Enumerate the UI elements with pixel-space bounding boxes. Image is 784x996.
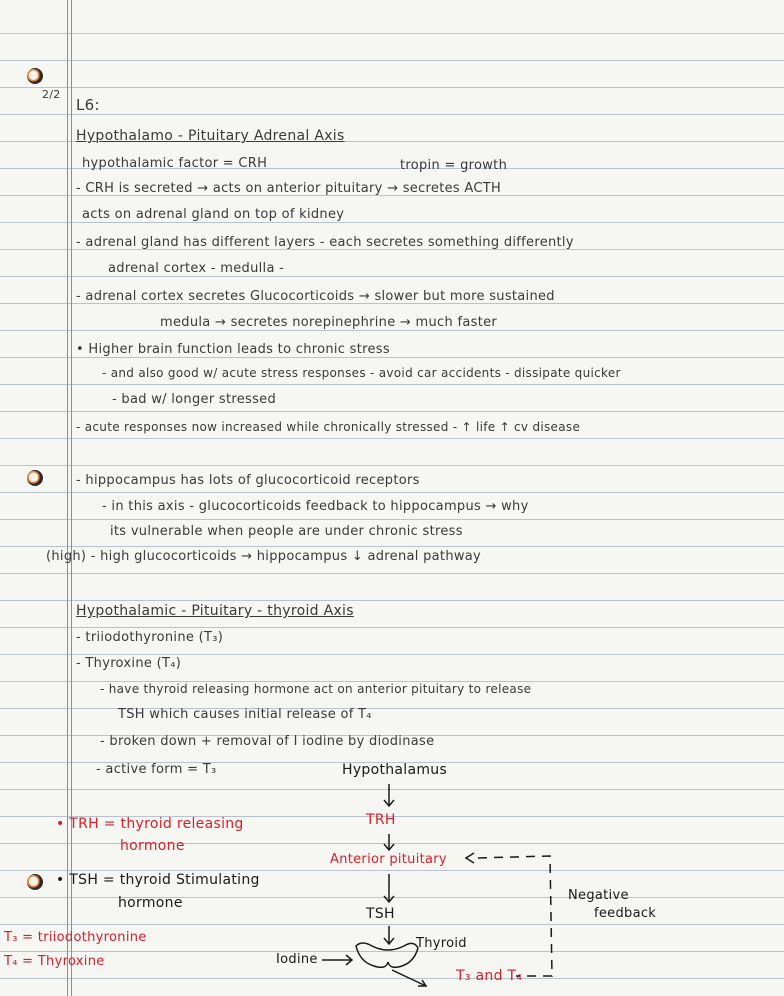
trh-definition-cont: hormone: [120, 838, 185, 854]
note-line: - have thyroid releasing hormone act on anterior pituitary to release: [100, 682, 532, 696]
arrow-thyroid-output: [392, 970, 426, 986]
note-line: - triiodothyronine (T₃): [76, 630, 224, 645]
note-line: - adrenal cortex secretes Glucocorticoids → slower but more sustained: [76, 289, 555, 304]
thyroid-gland: [356, 943, 418, 967]
negative-feedback-label-cont: feedback: [594, 906, 657, 921]
note-line: - and also good w/ acute stress responses - avoid car accidents - dissipate quicker: [102, 366, 621, 380]
note-line: (high) - high glucocorticoids → hippocampus ↓ adrenal pathway: [46, 549, 482, 564]
note-line: - CRH is secreted → acts on anterior pituitary → secretes ACTH: [76, 181, 502, 196]
note-line: - acute responses now increased while chronically stressed - ↑ life ↑ cv disease: [76, 420, 581, 434]
note-line: medula → secretes norepinephrine → much faster: [160, 315, 498, 330]
note-line: - hippocampus has lots of glucocorticoid receptors: [76, 473, 420, 488]
lecture-label: L6:: [76, 96, 100, 114]
note-line: hypothalamic factor = CRH: [82, 156, 268, 171]
note-line: - Thyroxine (T₄): [76, 656, 182, 671]
date-label: 2/2: [42, 88, 61, 101]
flow-tsh: TSH: [366, 906, 395, 922]
tsh-definition: • TSH = thyroid Stimulating: [56, 872, 260, 888]
flow-thyroid: Thyroid: [416, 936, 467, 951]
trh-definition: • TRH = thyroid releasing: [56, 816, 244, 832]
flow-anterior-pituitary: Anterior pituitary: [330, 852, 447, 867]
note-line: acts on adrenal gland on top of kidney: [82, 207, 345, 222]
flow-hypothalamus: Hypothalamus: [342, 762, 448, 778]
t4-definition: T₄ = Thyroxine: [4, 954, 105, 969]
note-line: adrenal cortex - medulla -: [108, 261, 285, 276]
tsh-definition-cont: hormone: [118, 895, 183, 911]
section1-heading: Hypothalamo - Pituitary Adrenal Axis: [76, 128, 345, 144]
note-line: - in this axis - glucocorticoids feedback to hippocampus → why: [102, 499, 529, 514]
negative-feedback-label: Negative: [568, 888, 629, 903]
feedback-arrowhead: [466, 853, 474, 863]
section2-heading: Hypothalamic - Pituitary - thyroid Axis: [76, 603, 354, 619]
flow-trh: TRH: [366, 812, 396, 828]
flow-output: T₃ and T₄: [456, 968, 523, 984]
note-line: - bad w/ longer stressed: [112, 392, 277, 407]
note-line: - broken down + removal of I iodine by diodinase: [100, 734, 435, 749]
t3-definition: T₃ = triiodothyronine: [4, 930, 147, 945]
negative-feedback-loop: [478, 856, 552, 976]
note-line: tropin = growth: [400, 158, 508, 173]
note-line: TSH which causes initial release of T₄: [118, 707, 372, 722]
note-line: its vulnerable when people are under chronic stress: [110, 524, 463, 539]
flow-iodine: Iodine: [276, 952, 318, 967]
note-line: - active form = T₃: [96, 762, 217, 777]
note-line: • Higher brain function leads to chronic stress: [76, 342, 390, 357]
note-line: - adrenal gland has different layers - each secretes something differently: [76, 235, 574, 250]
